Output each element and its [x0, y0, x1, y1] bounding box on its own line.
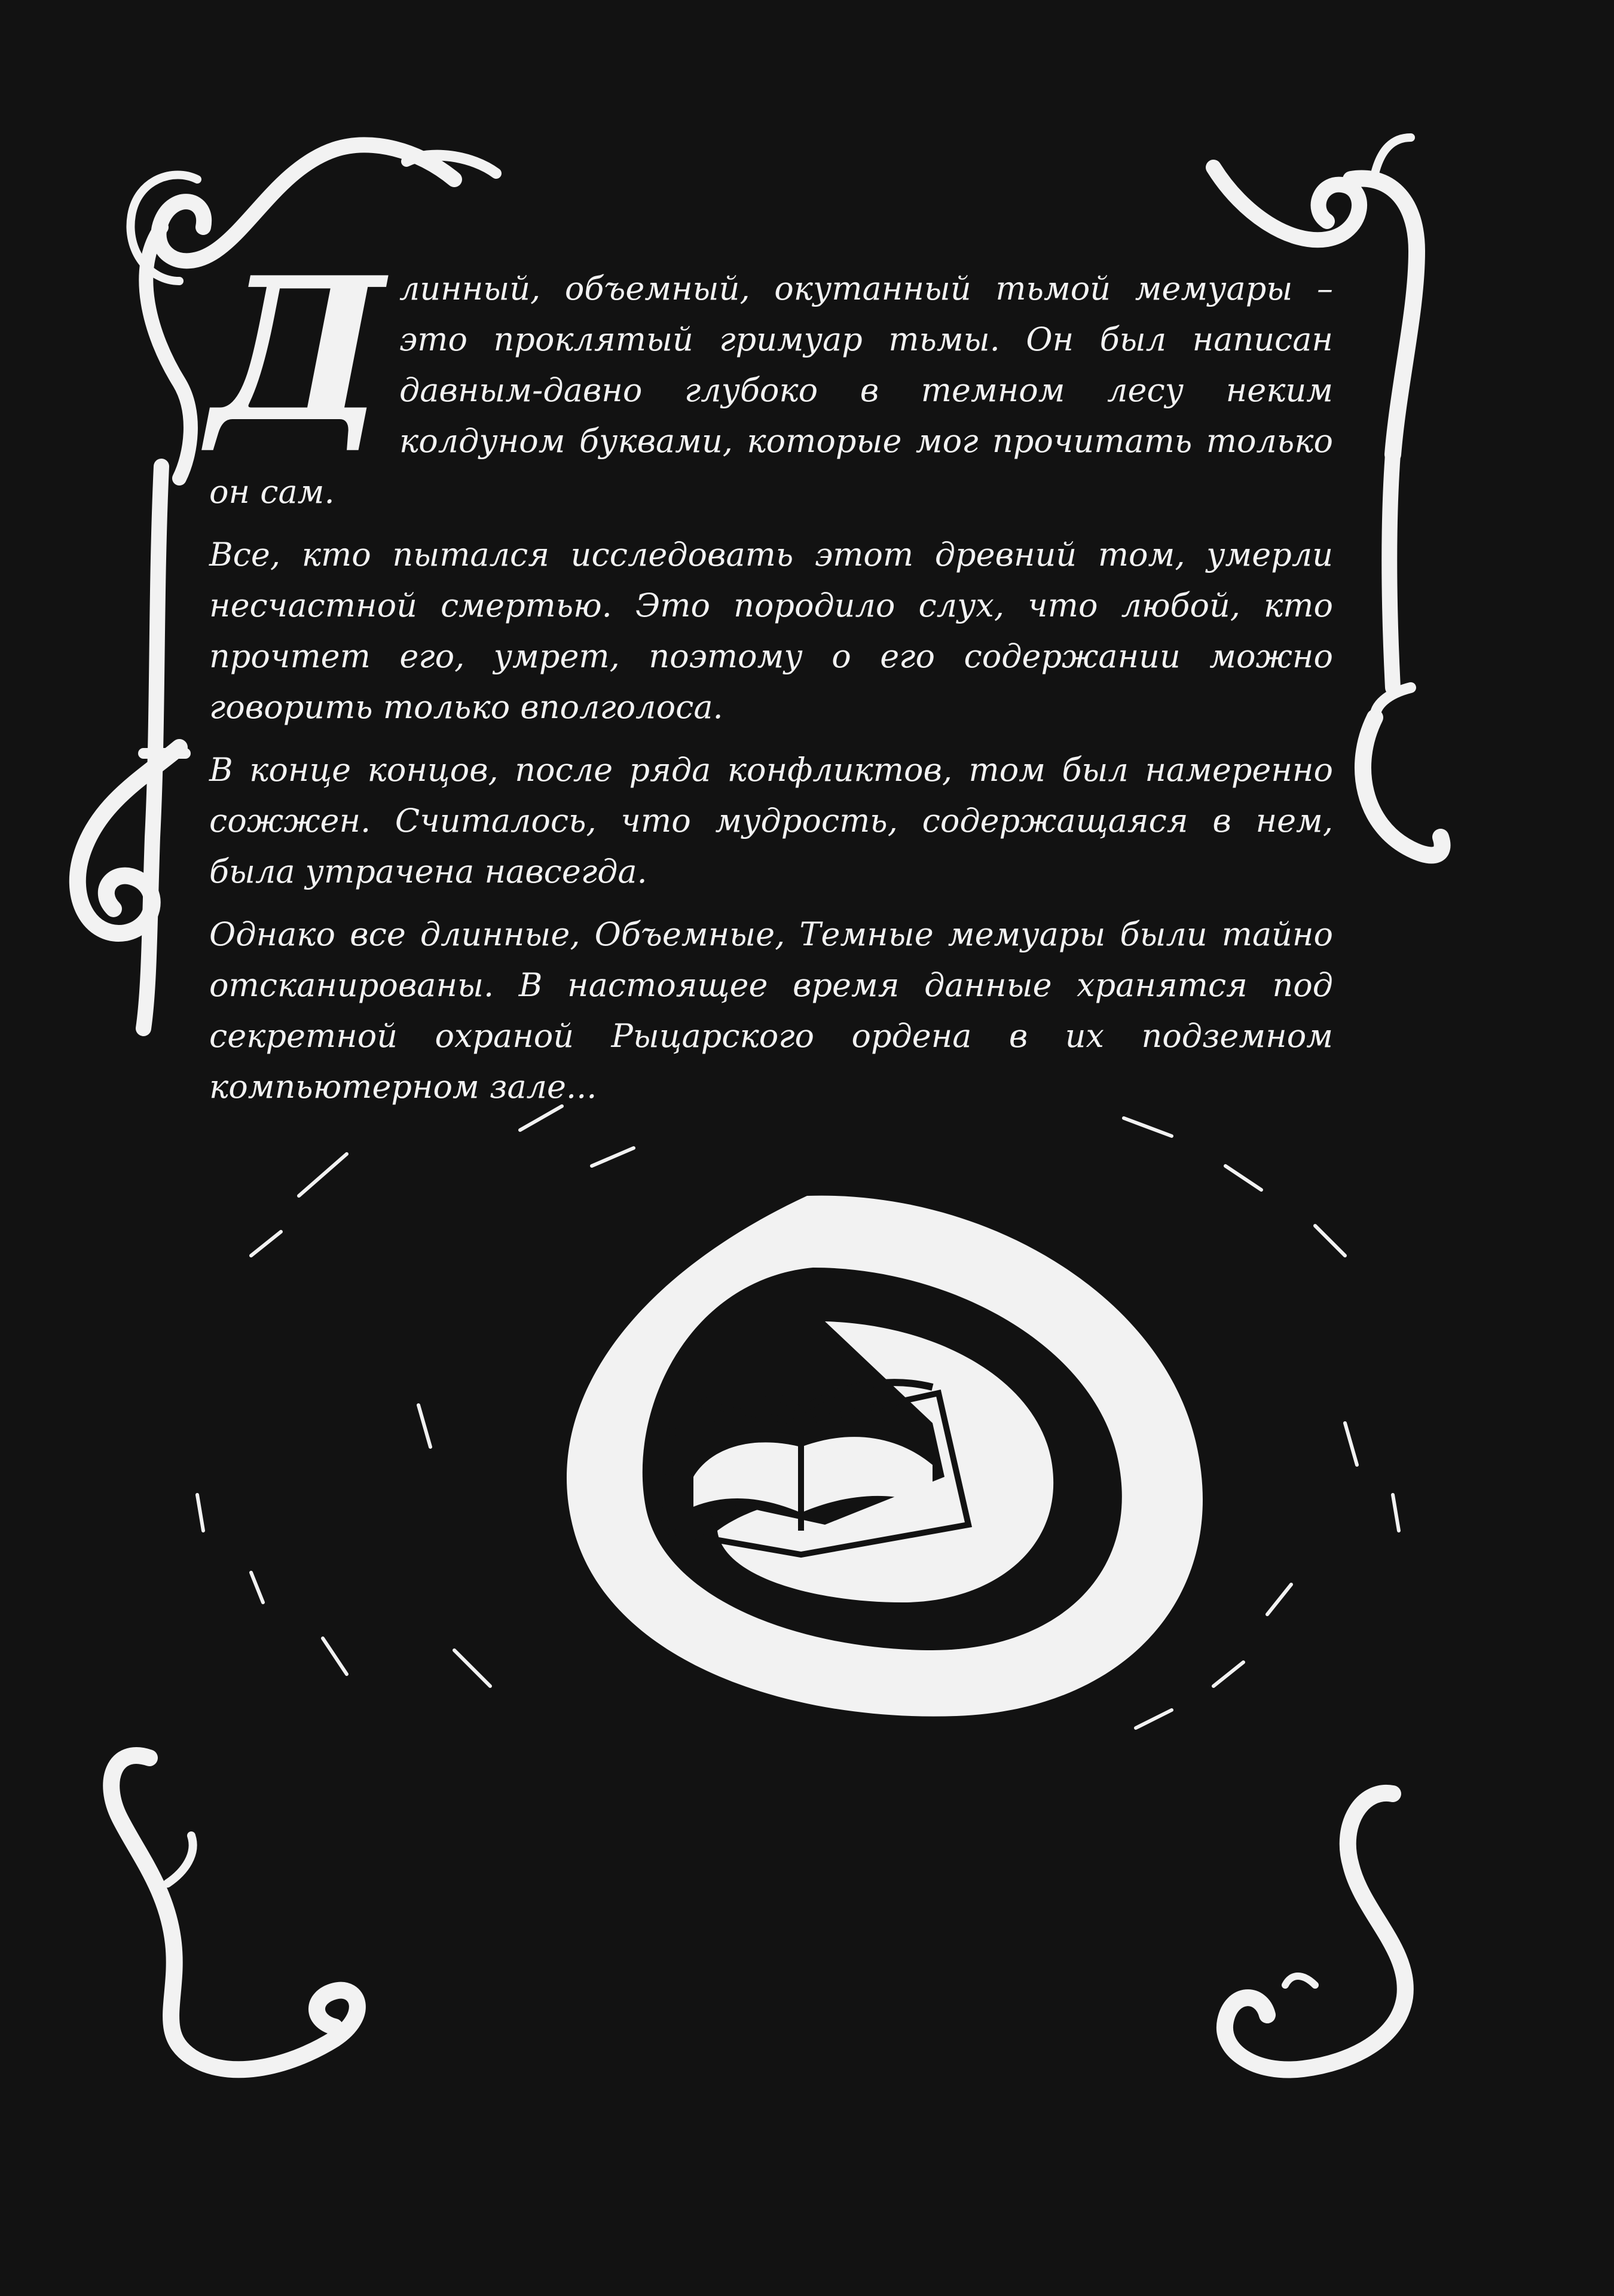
paragraph-3: В конце концов, после ряда конфликтов, том был намеренно сожжен. Считалось, что мудрость, содержащаяся в нем, была утрачена навсегда. [209, 751, 1333, 890]
paragraph-1: линный, объемный, окутанный тьмой мемуары – это проклятый гримуар тьмы. Он был написан давным-давно глубоко в темном лесу неким колдуном буквами, которые мог прочитать только он сам. [209, 270, 1333, 511]
bottom-right-flourish [1225, 1793, 1405, 2070]
paragraph-2: Все, кто пытался исследовать этот древний том, умерли несчастной смертью. Это породило слух, что любой, кто прочтет его, умрет, поэтому о его содержании можно говорить только вполголоса. [209, 536, 1333, 726]
bottom-left-flourish [111, 1755, 357, 2069]
paragraph-4: Однако все длинные, Объемные, Темные мемуары были тайно отсканированы. В настоящее время данные хранятся под секретной охраной Рыцарского ордена в их подземном компьютерном зале... [209, 915, 1333, 1106]
story-text [209, 234, 1333, 1124]
drop-cap-letter: Д [209, 234, 385, 466]
right-border-bar [1363, 454, 1442, 855]
drop-cap [209, 234, 389, 466]
left-bottom-curl [78, 747, 179, 933]
